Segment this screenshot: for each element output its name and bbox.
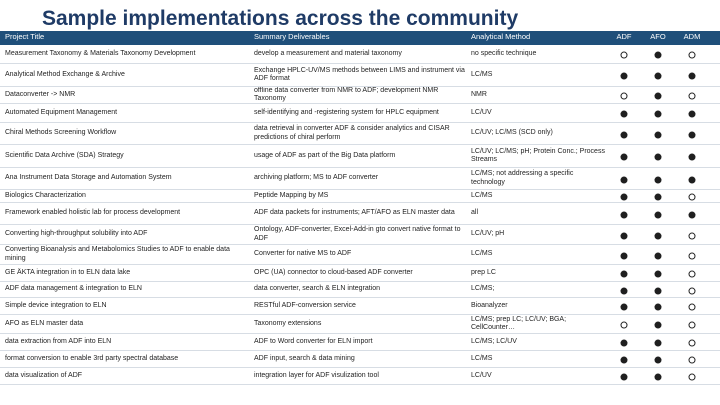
adm-filled-circle-icon: [689, 211, 696, 218]
deliverables-cell: Taxonomy extensions: [254, 319, 322, 327]
afo-filled-circle-icon: [655, 154, 662, 161]
adm-open-circle-icon: [689, 93, 696, 100]
project-title-cell: Analytical Method Exchange & Archive: [5, 70, 125, 78]
table-row: [0, 64, 720, 87]
deliverables-cell: data converter, search & ELN integration: [254, 285, 381, 293]
deliverables-cell: data retrieval in converter ADF & consider analytics and CISAR predictions of chiral perform: [254, 125, 450, 141]
method-cell: LC/UV; pH: [471, 230, 505, 238]
adm-open-circle-icon: [689, 374, 696, 381]
project-title-cell: Dataconverter -> NMR: [5, 90, 76, 98]
adf-filled-circle-icon: [621, 111, 628, 118]
table-body: [0, 45, 720, 405]
afo-filled-circle-icon: [655, 131, 662, 138]
deliverables-cell: OPC (UA) connector to cloud-based ADF converter: [254, 268, 413, 276]
afo-filled-circle-icon: [655, 93, 662, 100]
deliverables-cell: ADF to Word converter for ELN import: [254, 337, 373, 345]
method-cell: LC/MS; LC/UV: [471, 337, 517, 345]
table-row: [0, 203, 720, 225]
method-cell: LC/UV: [471, 371, 492, 379]
table-row: [0, 104, 720, 123]
method-cell: LC/MS; prep LC; LC/UV; BGA; CellCounter…: [471, 315, 567, 331]
table-row: [0, 225, 720, 245]
adf-open-circle-icon: [621, 322, 628, 329]
header-afo: AFO: [650, 32, 666, 41]
project-title-cell: AFO as ELN master data: [5, 319, 84, 327]
table-row: [0, 298, 720, 315]
deliverables-cell: RESTful ADF-conversion service: [254, 301, 356, 309]
adf-filled-circle-icon: [621, 131, 628, 138]
table-row: [0, 368, 720, 385]
project-title-cell: Converting Bioanalysis and Metabolomics Studies to ADF to enable data mining: [5, 246, 230, 262]
afo-filled-circle-icon: [655, 176, 662, 183]
method-cell: LC/MS: [471, 354, 493, 362]
afo-filled-circle-icon: [655, 52, 662, 59]
table-row: [0, 265, 720, 282]
adm-open-circle-icon: [689, 340, 696, 347]
adm-filled-circle-icon: [689, 176, 696, 183]
deliverables-cell: integration layer for ADF visulization tool: [254, 371, 379, 379]
afo-filled-circle-icon: [655, 232, 662, 239]
project-title-cell: Simple device integration to ELN: [5, 301, 107, 309]
afo-filled-circle-icon: [655, 287, 662, 294]
table-row: [0, 168, 720, 190]
afo-filled-circle-icon: [655, 271, 662, 278]
table-row: [0, 145, 720, 168]
project-title-cell: GE ÄKTA integration in to ELN data lake: [5, 268, 131, 276]
adm-filled-circle-icon: [689, 131, 696, 138]
project-title-cell: Biologics Characterization: [5, 191, 86, 199]
adm-filled-circle-icon: [689, 154, 696, 161]
project-title-cell: Framework enabled holistic lab for process development: [5, 209, 181, 217]
deliverables-cell: ADF input, search & data mining: [254, 354, 355, 362]
method-cell: LC/UV: [471, 108, 492, 116]
adf-filled-circle-icon: [621, 73, 628, 80]
project-title-cell: Converting high-throughput solubility into ADF: [5, 230, 148, 238]
adm-open-circle-icon: [689, 357, 696, 364]
afo-filled-circle-icon: [655, 357, 662, 364]
table-row: [0, 190, 720, 203]
project-title-cell: data visualization of ADF: [5, 371, 83, 379]
project-title-cell: data extraction from ADF into ELN: [5, 337, 112, 345]
table-row: [0, 123, 720, 145]
adm-open-circle-icon: [689, 52, 696, 59]
afo-filled-circle-icon: [655, 322, 662, 329]
adm-open-circle-icon: [689, 271, 696, 278]
project-title-cell: ADF data management & integration to ELN: [5, 285, 142, 293]
table-row: [0, 87, 720, 104]
deliverables-cell: ADF data packets for instruments; AFT/AFO as ELN master data: [254, 209, 455, 217]
page-title: Sample implementations across the community: [42, 7, 519, 30]
header-adm: ADM: [683, 32, 701, 41]
afo-filled-circle-icon: [655, 211, 662, 218]
adf-filled-circle-icon: [621, 211, 628, 218]
adf-filled-circle-icon: [621, 271, 628, 278]
project-title-cell: format conversion to enable 3rd party spectral database: [5, 354, 179, 362]
table-row: [0, 245, 720, 265]
method-cell: LC/MS: [471, 70, 493, 78]
afo-filled-circle-icon: [655, 194, 662, 201]
afo-filled-circle-icon: [655, 111, 662, 118]
adf-filled-circle-icon: [621, 232, 628, 239]
method-cell: no specific technique: [471, 49, 537, 57]
header-project-title: Project Title: [5, 32, 45, 41]
project-title-cell: Scientific Data Archive (SDA) Strategy: [5, 151, 124, 159]
adf-filled-circle-icon: [621, 287, 628, 294]
adm-open-circle-icon: [689, 322, 696, 329]
table-row: [0, 334, 720, 351]
afo-filled-circle-icon: [655, 252, 662, 259]
afo-filled-circle-icon: [655, 374, 662, 381]
afo-filled-circle-icon: [655, 73, 662, 80]
method-cell: prep LC: [471, 268, 496, 276]
adf-filled-circle-icon: [621, 340, 628, 347]
adf-filled-circle-icon: [621, 374, 628, 381]
project-title-cell: Chiral Methods Screening Workflow: [5, 129, 117, 137]
deliverables-cell: Ontology, ADF-converter, Excel-Add-in gto convert native format to ADF: [254, 226, 461, 242]
deliverables-cell: archiving platform; MS to ADF converter: [254, 174, 379, 182]
project-title-cell: Ana Instrument Data Storage and Automation System: [5, 174, 172, 182]
deliverables-cell: offline data converter from NMR to ADF; development NMR Taxonomy: [254, 87, 439, 102]
method-cell: LC/MS: [471, 191, 493, 199]
table-row: [0, 45, 720, 64]
adf-filled-circle-icon: [621, 194, 628, 201]
table-row: [0, 282, 720, 298]
adm-open-circle-icon: [689, 232, 696, 239]
adm-filled-circle-icon: [689, 111, 696, 118]
adm-open-circle-icon: [689, 287, 696, 294]
deliverables-cell: usage of ADF as part of the Big Data platform: [254, 151, 396, 159]
adf-open-circle-icon: [621, 52, 628, 59]
method-cell: LC/UV; LC/MS; pH; Protein Conc.; Process Streams: [471, 147, 605, 163]
method-cell: all: [471, 209, 479, 217]
afo-filled-circle-icon: [655, 340, 662, 347]
header-adf: ADF: [616, 32, 632, 41]
deliverables-cell: Converter for native MS to ADF: [254, 250, 352, 258]
deliverables-cell: develop a measurement and material taxonomy: [254, 49, 402, 57]
adf-filled-circle-icon: [621, 154, 628, 161]
table-row: [0, 315, 720, 334]
method-cell: NMR: [471, 90, 487, 98]
header-analytical-method: Analytical Method: [471, 32, 531, 41]
adf-filled-circle-icon: [621, 304, 628, 311]
adf-filled-circle-icon: [621, 357, 628, 364]
deliverables-cell: Exchange HPLC-UV/MS methods between LIMS and instrument via ADF format: [254, 66, 465, 82]
deliverables-cell: self-identifying and -registering system for HPLC equipment: [254, 108, 439, 116]
adm-filled-circle-icon: [689, 73, 696, 80]
table-header: [0, 31, 720, 45]
adf-open-circle-icon: [621, 93, 628, 100]
adf-filled-circle-icon: [621, 252, 628, 259]
table-row: [0, 351, 720, 368]
afo-filled-circle-icon: [655, 304, 662, 311]
header-summary-deliverables: Summary Deliverables: [254, 32, 330, 41]
project-title-cell: Automated Equipment Management: [5, 108, 118, 116]
adm-open-circle-icon: [689, 304, 696, 311]
method-cell: LC/UV; LC/MS (SCD only): [471, 129, 553, 137]
project-title-cell: Measurement Taxonomy & Materials Taxonomy Development: [5, 49, 196, 57]
deliverables-cell: Peptide Mapping by MS: [254, 191, 329, 199]
adm-open-circle-icon: [689, 252, 696, 259]
adm-open-circle-icon: [689, 194, 696, 201]
adf-filled-circle-icon: [621, 176, 628, 183]
method-cell: LC/MS;: [471, 285, 495, 293]
method-cell: LC/MS; not addressing a specific technology: [471, 170, 574, 186]
method-cell: Bioanalyzer: [471, 301, 508, 309]
method-cell: LC/MS: [471, 250, 493, 258]
